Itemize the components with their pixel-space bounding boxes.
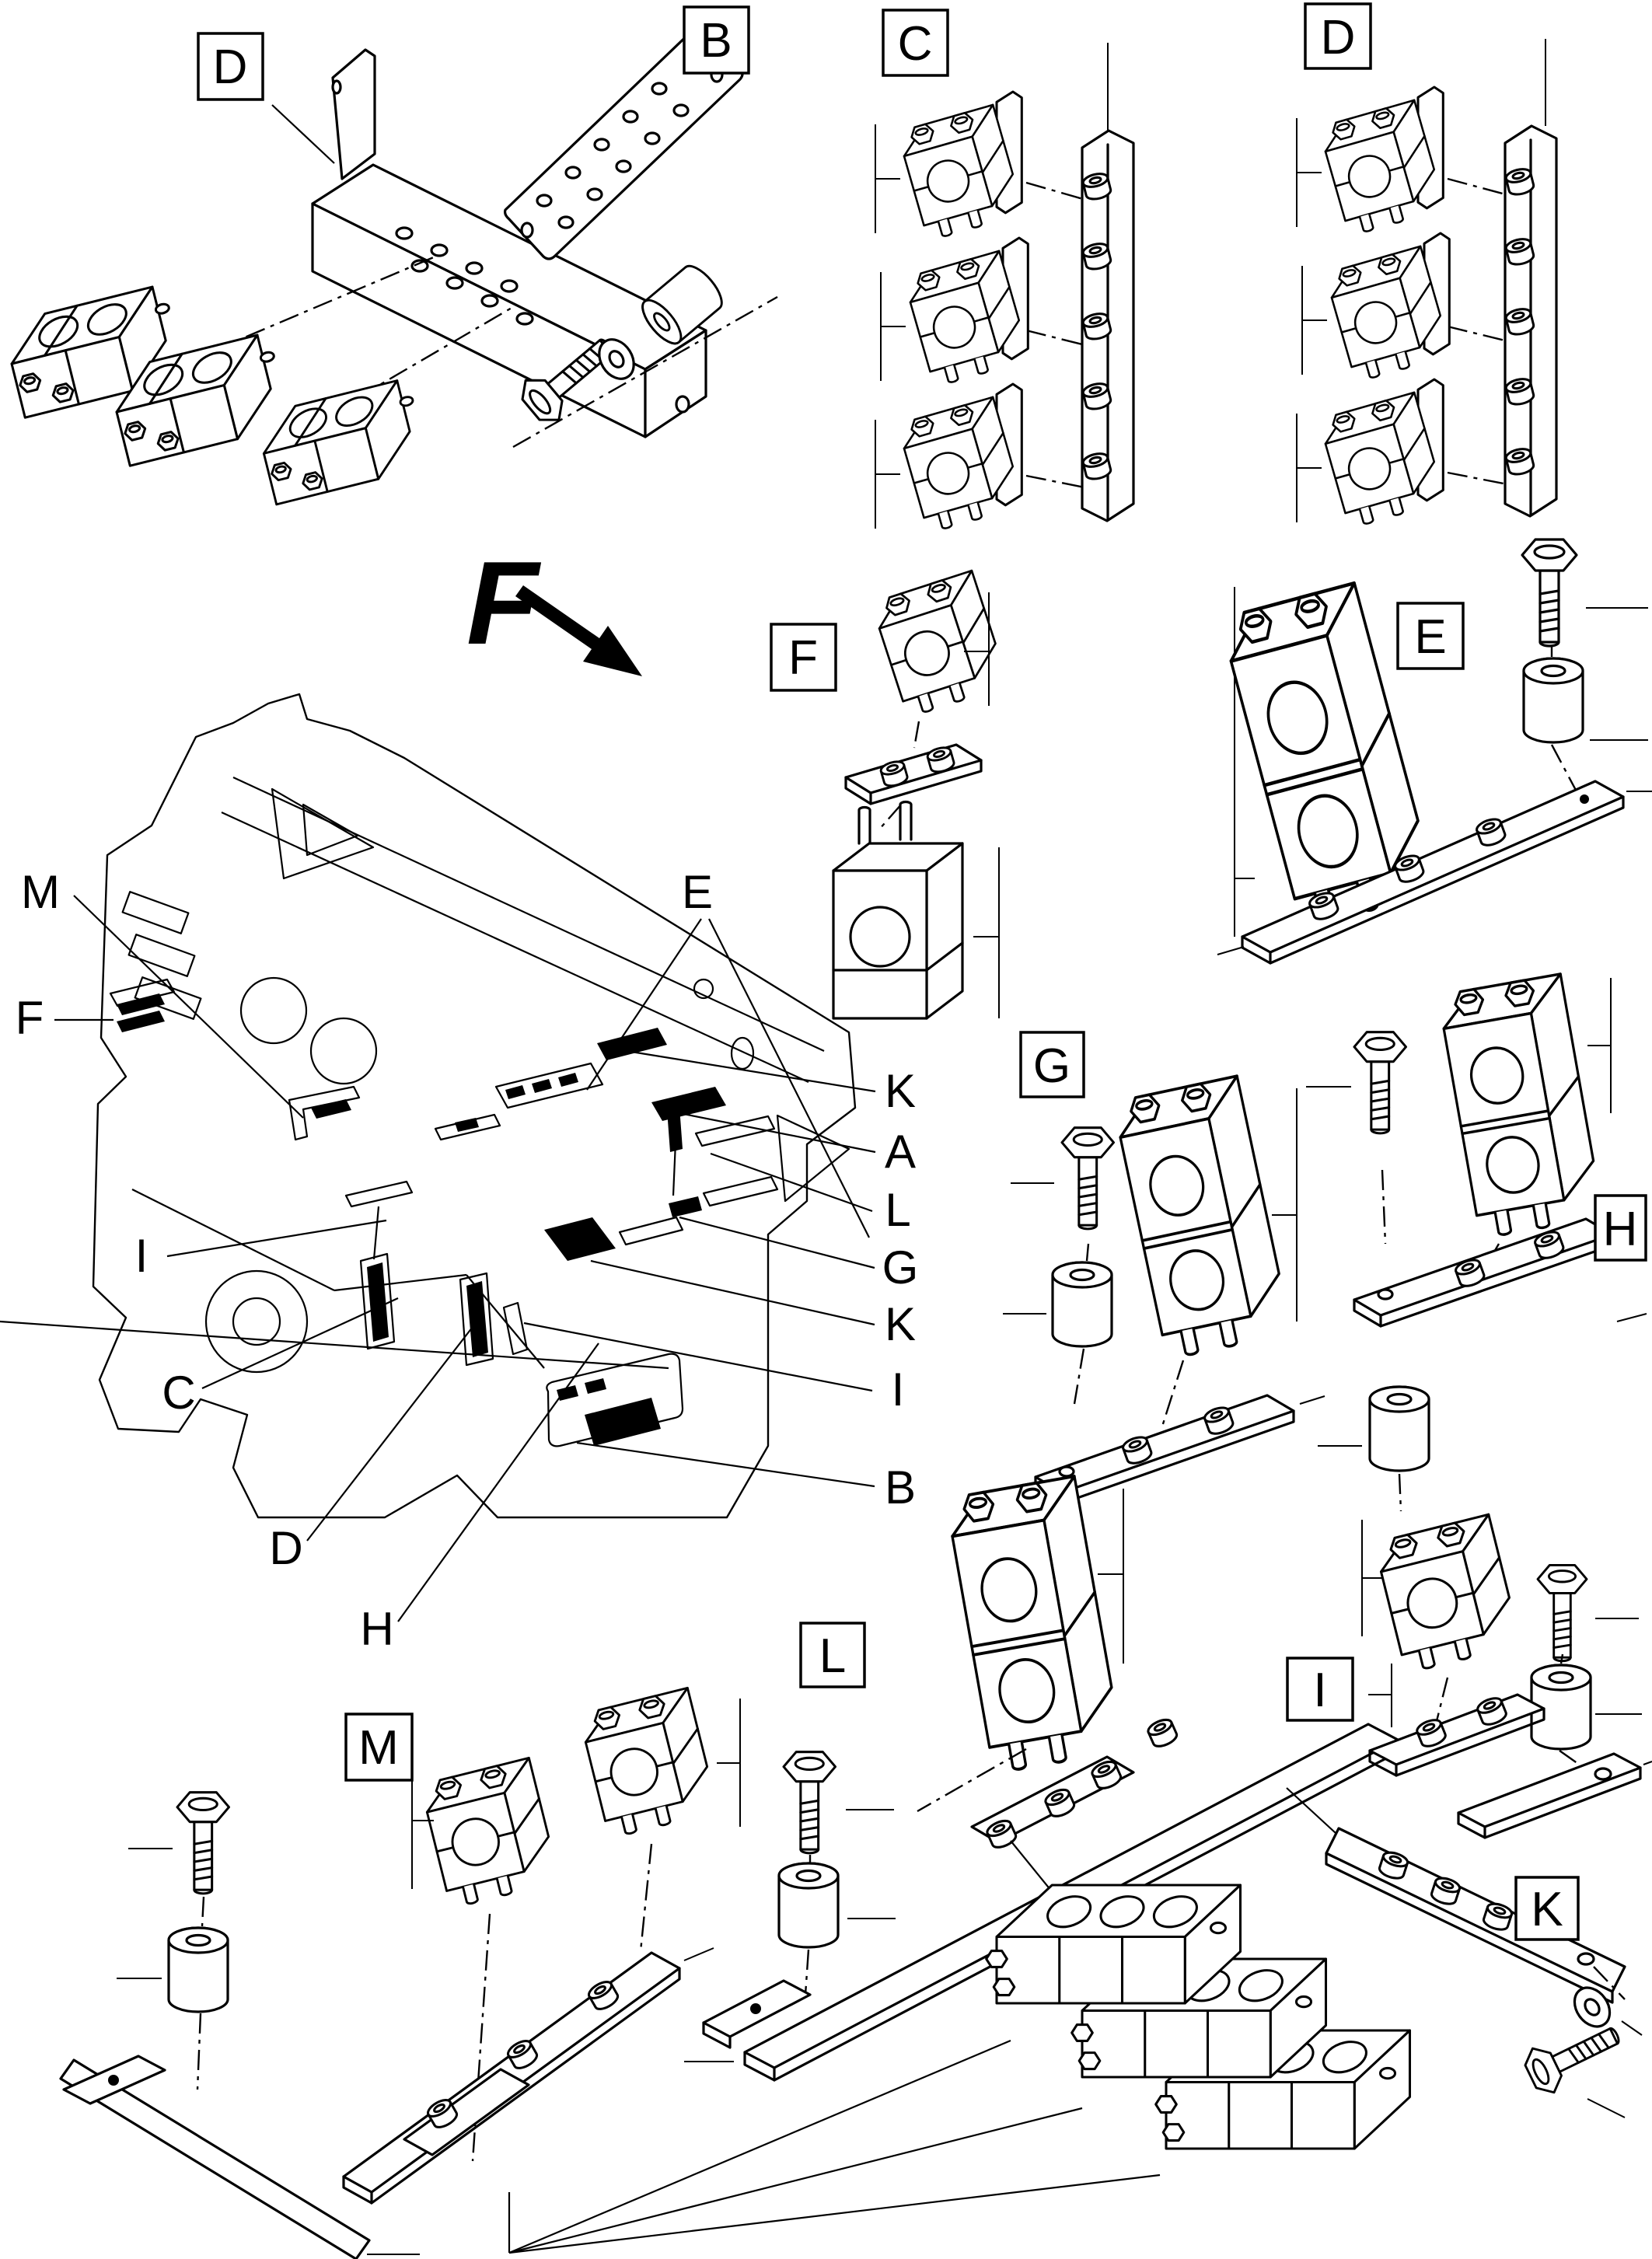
section-box-column-d bbox=[1305, 4, 1371, 68]
clamp-block bbox=[421, 1758, 560, 1908]
base-plate bbox=[1458, 1754, 1640, 1838]
section-box-label: D bbox=[1320, 11, 1356, 65]
spacer bbox=[1524, 658, 1583, 742]
section-box-top-left-d bbox=[198, 33, 263, 100]
section-column-d bbox=[1297, 39, 1556, 529]
section-box-label: D bbox=[212, 40, 248, 94]
mounting-strip bbox=[1354, 1219, 1612, 1326]
bolt bbox=[1538, 1565, 1587, 1660]
spacer bbox=[779, 1863, 838, 1947]
section-box-detail-h bbox=[1595, 1196, 1646, 1260]
section-box-label: I bbox=[1313, 1664, 1327, 1717]
callout-i2: I bbox=[891, 1363, 905, 1416]
section-box-detail-l bbox=[801, 1623, 864, 1687]
callout-g: G bbox=[882, 1241, 919, 1294]
callout-d: D bbox=[269, 1522, 303, 1574]
section-box-label: H bbox=[1602, 1203, 1638, 1256]
callout-k2: K bbox=[884, 1298, 917, 1350]
section-box-label: C bbox=[897, 17, 933, 71]
section-box-column-c bbox=[883, 10, 948, 75]
callout-e: E bbox=[681, 866, 714, 918]
clamp-block-double bbox=[1438, 974, 1604, 1238]
section-box-label: B bbox=[700, 14, 732, 68]
section-detail-k bbox=[509, 1788, 1642, 2253]
section-box-detail-i bbox=[1287, 1658, 1353, 1720]
bolt bbox=[177, 1793, 229, 1894]
callout-f: F bbox=[15, 992, 44, 1044]
section-detail-g bbox=[1003, 1076, 1325, 1503]
section-box-label: F bbox=[788, 631, 818, 685]
section-box-label: L bbox=[819, 1629, 847, 1683]
engine-assembly bbox=[0, 694, 855, 1517]
section-box-label: M bbox=[358, 1721, 399, 1775]
section-box-label: G bbox=[1032, 1039, 1071, 1093]
section-column-c bbox=[875, 43, 1133, 533]
spacer bbox=[169, 1928, 228, 2012]
mounting-strip bbox=[1370, 1695, 1544, 1775]
section-detail-f bbox=[833, 571, 1009, 1018]
bolt bbox=[1062, 1128, 1114, 1229]
base-plate bbox=[846, 745, 981, 804]
bolt bbox=[784, 1752, 836, 1853]
section-box-detail-f bbox=[771, 624, 836, 690]
callout-k1: K bbox=[884, 1065, 917, 1117]
callout-b: B bbox=[884, 1461, 917, 1514]
section-box-detail-g bbox=[1021, 1032, 1084, 1097]
clamp-block-double bbox=[946, 1476, 1123, 1773]
callout-h: H bbox=[360, 1603, 394, 1655]
clamp-block bbox=[579, 1688, 718, 1838]
spacer bbox=[1053, 1262, 1112, 1346]
view-direction-letter: F bbox=[466, 537, 539, 669]
clamp-block bbox=[1374, 1514, 1521, 1674]
section-top-left-d bbox=[2, 26, 777, 505]
bolt bbox=[1522, 539, 1577, 646]
section-box-label: K bbox=[1531, 1883, 1563, 1936]
section-detail-i bbox=[1362, 1514, 1652, 1838]
callout-a: A bbox=[884, 1126, 917, 1178]
bolt bbox=[1354, 1032, 1406, 1133]
callout-i: I bbox=[134, 1230, 148, 1282]
clamp-block bbox=[254, 378, 429, 505]
spacer bbox=[1370, 1387, 1429, 1471]
section-box-detail-e bbox=[1398, 603, 1463, 669]
clamp-block-double bbox=[1113, 1076, 1292, 1360]
section-box-detail-m bbox=[346, 1714, 412, 1780]
bolt bbox=[1520, 2013, 1627, 2099]
view-direction-indicator bbox=[466, 537, 642, 676]
section-box-label: E bbox=[1414, 610, 1447, 664]
callout-c: C bbox=[162, 1367, 196, 1419]
mounting-rail bbox=[1081, 131, 1133, 521]
callout-l: L bbox=[885, 1184, 911, 1236]
clamp-block-lower bbox=[833, 802, 962, 1019]
cross-strip-lower bbox=[61, 2056, 369, 2259]
cross-strip-upper bbox=[344, 1953, 679, 2203]
clamp-block-triple bbox=[987, 1885, 1241, 2003]
callout-m: M bbox=[21, 866, 60, 918]
section-box-detail-k bbox=[1516, 1877, 1578, 1940]
mounting-rail bbox=[1504, 126, 1556, 516]
section-box-plate-b bbox=[684, 7, 749, 73]
